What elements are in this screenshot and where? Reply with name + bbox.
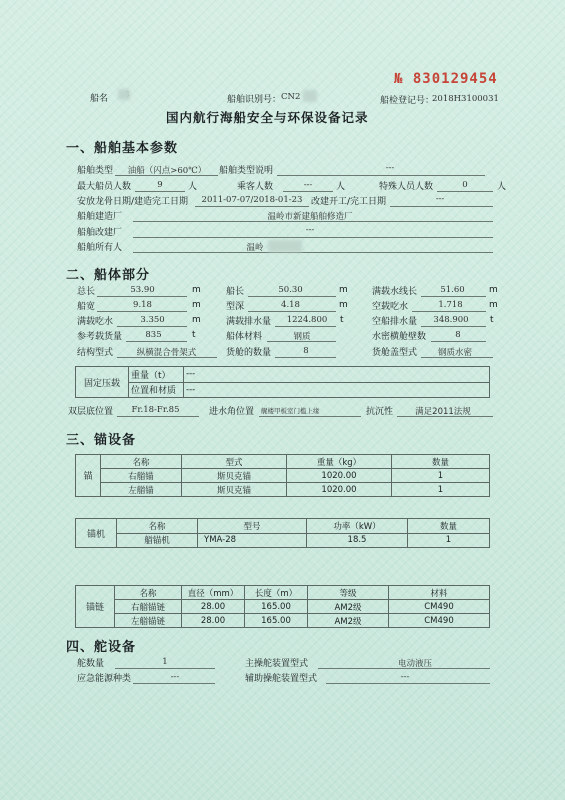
anchor-qty: 1 — [392, 469, 490, 483]
loa-label: 总长 — [77, 287, 96, 297]
ship-id-label: 船舶识别号： — [227, 95, 282, 105]
type-desc-label: 船舶类型说明 — [219, 166, 274, 176]
subdivision-value: 满足2011法规 — [415, 407, 471, 417]
light-disp-label: 空船排水量 — [372, 317, 418, 327]
anchor-type: 斯贝克锚 — [182, 469, 287, 483]
anchor-name: 右艏锚 — [101, 469, 182, 483]
conversion-value: --- — [435, 194, 445, 204]
bulkhead-label: 水密横舱壁数 — [372, 332, 427, 342]
unit-m: m — [339, 285, 348, 295]
table-row — [76, 614, 490, 628]
owner-value: 温岭 — [246, 243, 264, 253]
anchor-weight: 1020.00 — [287, 483, 392, 497]
unit-m: m — [339, 300, 348, 310]
double-bottom-label: 双层底位置 — [68, 407, 114, 417]
redaction-mark — [303, 90, 317, 102]
unit-m: m — [192, 300, 201, 310]
section-1-heading: 一、船舶基本参数 — [66, 141, 179, 156]
windlass-model: YMA-28 — [198, 533, 307, 548]
unit-m: m — [192, 315, 201, 325]
reg-no-value: 2018H3100031 — [432, 94, 499, 104]
ship-name-label: 船名 — [90, 94, 109, 104]
unit-person: 人 — [336, 182, 346, 192]
chain-header-material: 材料 — [389, 586, 490, 600]
chain-length: 165.00 — [245, 614, 308, 628]
load-draft-label: 满载吃水 — [77, 317, 114, 327]
hatch-label: 货舱盖型式 — [372, 348, 418, 358]
unit-person: 人 — [188, 182, 198, 192]
unit-person: 人 — [497, 182, 507, 192]
bulkhead-value: 8 — [455, 330, 461, 340]
load-disp-label: 满载排水量 — [226, 317, 272, 327]
aux-steering-label: 辅助操舵装置型式 — [245, 674, 318, 684]
rudder-count-label: 舵数量 — [77, 659, 105, 669]
builder-label: 船舶建造厂 — [77, 212, 123, 222]
anchor-header-weight: 重量（kg） — [287, 455, 392, 469]
section-4-heading: 四、舵设备 — [66, 640, 137, 655]
page-title: 国内航行海船安全与环保设备记录 — [166, 110, 369, 125]
unit-m: m — [489, 300, 498, 310]
table-row — [76, 469, 490, 483]
load-draft-value: 3.350 — [140, 315, 165, 325]
ballast-label: 固定压载 — [76, 367, 129, 398]
chain-name: 右艏锚链 — [115, 600, 182, 614]
section-2-heading: 二、船体部分 — [66, 268, 151, 283]
windlass-header-name: 名称 — [117, 519, 198, 534]
light-draft-label: 空载吃水 — [372, 302, 409, 312]
loa-value: 53.90 — [130, 285, 155, 295]
flood-angle-label: 进水角位置 — [209, 407, 255, 417]
builder-value: 温岭市新建船舶修造厂 — [267, 212, 353, 222]
weight-value: --- — [184, 367, 490, 383]
special-label: 特殊人员人数 — [379, 182, 434, 192]
table-row — [76, 483, 490, 497]
anchor-type: 斯贝克锚 — [182, 483, 287, 497]
chain-material: CM490 — [389, 600, 490, 614]
subdivision-label: 抗沉性 — [366, 407, 394, 417]
anchor-header-qty: 数量 — [392, 455, 490, 469]
chain-name: 左艏锚链 — [115, 614, 182, 628]
windlass-header-qty: 数量 — [408, 519, 490, 534]
cargo-value: 835 — [145, 330, 162, 340]
unit-t: t — [340, 315, 344, 325]
lbp-label: 船长 — [226, 287, 245, 297]
chain-header-diameter: 直径（mm） — [182, 586, 245, 600]
table-row — [76, 600, 490, 614]
section-3-heading: 三、锚设备 — [66, 433, 137, 448]
conversion-label: 改建开工/完工日期 — [311, 197, 387, 207]
anchor-weight: 1020.00 — [287, 469, 392, 483]
main-steering-value: 电动液压 — [397, 659, 432, 669]
type-desc-value: --- — [385, 163, 395, 173]
holds-value: 8 — [303, 346, 309, 356]
anchor-group-label: 锚 — [76, 455, 101, 497]
ship-type-value: 油船（闪点>60℃） — [127, 166, 207, 176]
lwl-label: 满载水线长 — [372, 287, 418, 297]
depth-label: 型深 — [226, 302, 245, 312]
windlass-header-power: 功率（kW） — [307, 519, 408, 534]
unit-m: m — [192, 285, 201, 295]
chain-group-label: 锚链 — [76, 586, 115, 628]
lbp-value: 50.30 — [278, 285, 303, 295]
windlass-name: 艏锚机 — [117, 533, 198, 548]
rebuilder-value: --- — [305, 225, 315, 235]
chain-length: 165.00 — [245, 600, 308, 614]
cargo-label: 参考载货量 — [77, 332, 123, 342]
chain-table — [75, 585, 490, 628]
light-disp-value: 348.900 — [433, 315, 469, 325]
special-value: 0 — [462, 180, 468, 190]
lwl-value: 51.60 — [440, 285, 465, 295]
anchor-header-name: 名称 — [101, 455, 182, 469]
rudder-count-value: 1 — [162, 657, 168, 667]
struct-value: 纵横混合骨架式 — [136, 348, 197, 358]
serial-number: № 830129454 — [394, 71, 498, 87]
chain-grade: AM2级 — [308, 614, 389, 628]
position-label: 位置和材质 — [129, 382, 184, 398]
passenger-value: --- — [303, 180, 313, 190]
aux-steering-value: --- — [400, 672, 410, 682]
depth-value: 4.18 — [281, 300, 300, 310]
redaction-mark — [118, 89, 130, 100]
unit-m: m — [489, 285, 498, 295]
windlass-qty: 1 — [408, 533, 490, 548]
rebuilder-label: 船舶改建厂 — [77, 228, 123, 238]
anchor-table — [75, 454, 490, 497]
reg-no-label: 船检登记号： — [380, 96, 435, 106]
passenger-label: 乘客人数 — [237, 182, 274, 192]
windlass-group-label: 锚机 — [76, 519, 117, 548]
hatch-value: 钢质水密 — [437, 348, 472, 358]
max-crew-label: 最大船员人数 — [77, 182, 132, 192]
holds-label: 货舱的数量 — [226, 348, 272, 358]
windlass-header-model: 型号 — [198, 519, 307, 534]
flood-angle-value: 艉楼甲板室门槛上缘 — [261, 407, 320, 415]
anchor-qty: 1 — [392, 483, 490, 497]
unit-t: t — [490, 315, 494, 325]
breadth-value: 9.18 — [133, 300, 152, 310]
struct-label: 结构型式 — [77, 348, 114, 358]
load-disp-value: 1224.800 — [286, 315, 328, 325]
material-label: 船体材料 — [226, 332, 263, 342]
breadth-label: 船宽 — [77, 302, 96, 312]
ship-id-value: CN2 — [281, 92, 301, 102]
keel-label: 安放龙骨日期/建造完工日期 — [77, 197, 189, 207]
chain-grade: AM2级 — [308, 600, 389, 614]
position-value: --- — [184, 382, 490, 398]
chain-diameter: 28.00 — [182, 614, 245, 628]
anchor-name: 左艏锚 — [101, 483, 182, 497]
windlass-power: 18.5 — [307, 533, 408, 548]
ballast-table — [75, 366, 490, 398]
weight-label: 重量（t） — [129, 367, 184, 383]
main-steering-label: 主操舵装置型式 — [245, 659, 309, 669]
material-value: 钢质 — [293, 332, 311, 342]
keel-value: 2011-07-07/2018-01-23 — [201, 195, 303, 205]
light-draft-value: 1.718 — [438, 300, 463, 310]
anchor-header-type: 型式 — [182, 455, 287, 469]
chain-header-length: 长度（m） — [245, 586, 308, 600]
table-row — [76, 533, 490, 548]
max-crew-value: 9 — [157, 180, 163, 190]
chain-material: CM490 — [389, 614, 490, 628]
chain-header-grade: 等级 — [308, 586, 389, 600]
windlass-table — [75, 518, 490, 548]
emergency-power-label: 应急能源种类 — [77, 674, 132, 684]
owner-label: 船舶所有人 — [77, 243, 123, 253]
double-bottom-value: Fr.18-Fr.85 — [131, 405, 180, 415]
emergency-power-value: --- — [170, 672, 180, 682]
chain-diameter: 28.00 — [182, 600, 245, 614]
chain-header-name: 名称 — [115, 586, 182, 600]
ship-type-label: 船舶类型 — [77, 166, 114, 176]
redaction-mark — [268, 240, 302, 252]
unit-t: t — [192, 330, 196, 340]
